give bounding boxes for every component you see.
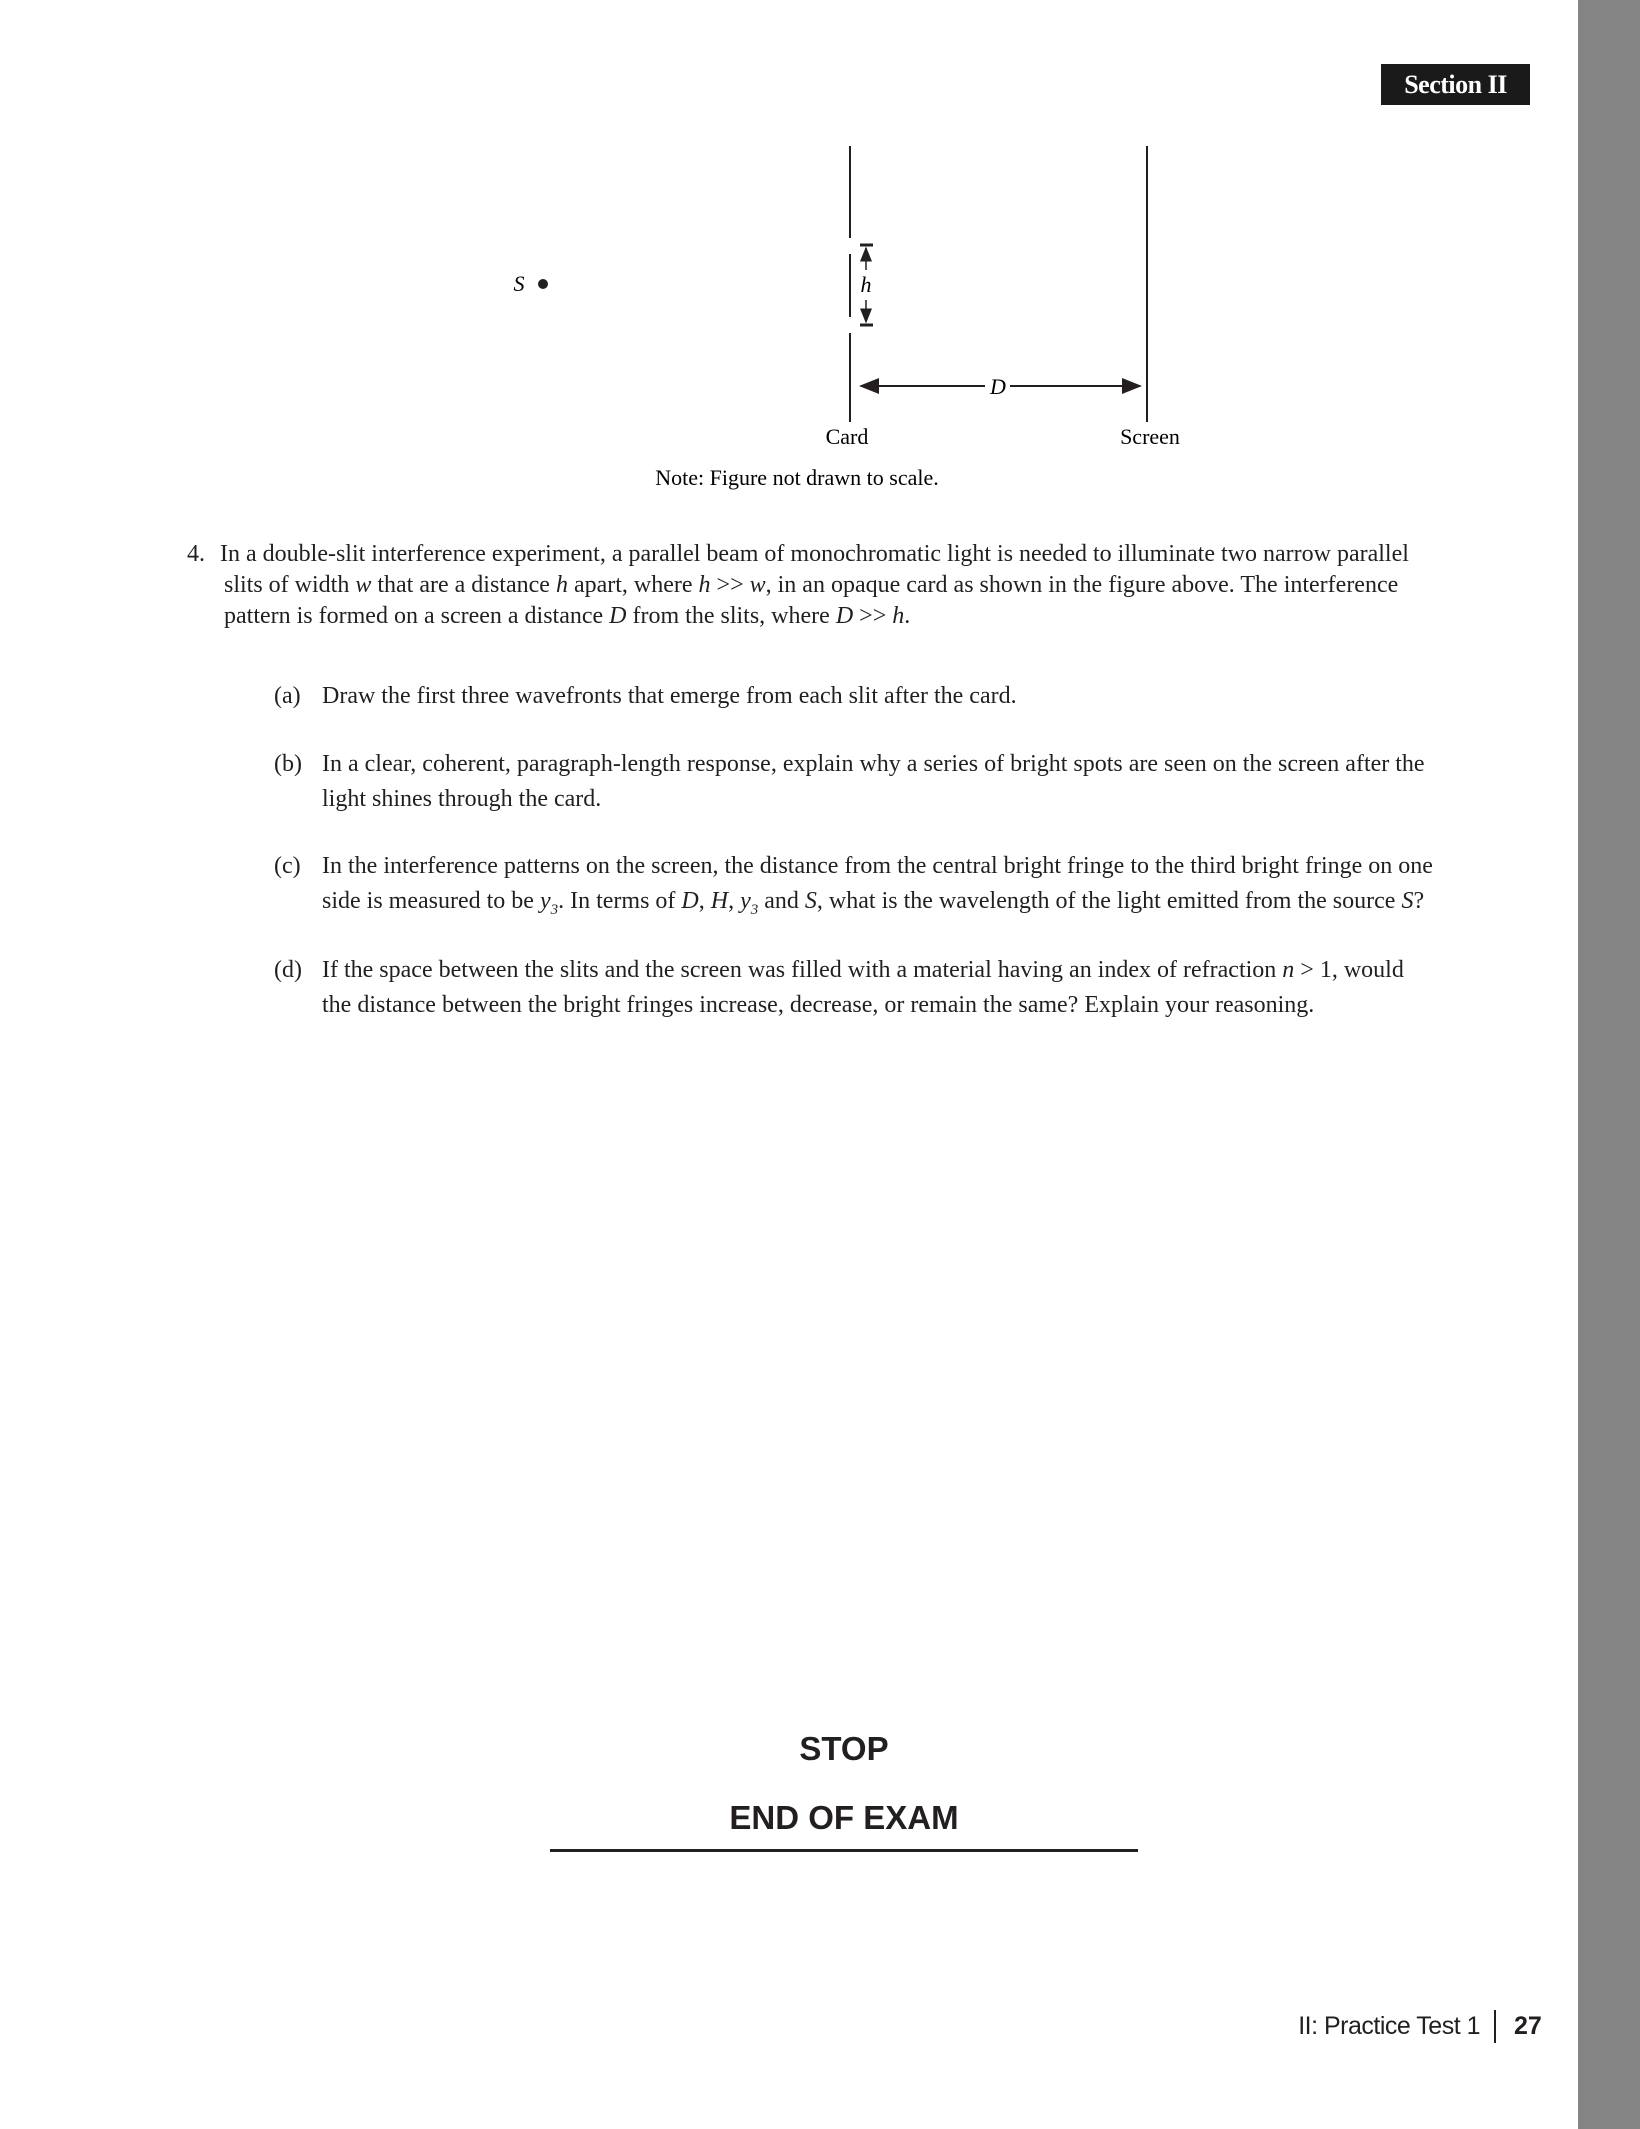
- text-segment: ,: [698, 888, 711, 914]
- text-segment: D: [835, 603, 854, 629]
- text-segment: 3: [550, 902, 559, 918]
- text-line: [322, 784, 601, 814]
- text-segment: D: [609, 603, 627, 629]
- stop-heading: STOP: [799, 1730, 889, 1767]
- text-line: [322, 990, 1314, 1020]
- text-segment: that are a distance: [371, 572, 556, 598]
- text-segment: and: [758, 888, 805, 914]
- part-label: (c): [274, 853, 301, 879]
- text-segment: If the space between the slits and the screen was filled with a material having an index of refraction: [322, 957, 1283, 983]
- text-line: [322, 749, 1425, 779]
- text-segment: >>: [853, 603, 893, 629]
- part-label: (a): [274, 683, 301, 709]
- slit-spacing-label: h: [860, 272, 872, 297]
- text-segment: side is measured to be: [322, 888, 540, 914]
- text-line: [220, 539, 1409, 569]
- text-segment: apart, where: [567, 572, 699, 598]
- text-segment: y: [539, 888, 551, 914]
- text-segment: ?: [1413, 888, 1425, 914]
- text-segment: > 1, would: [1294, 957, 1404, 983]
- part-label: (b): [274, 751, 302, 777]
- text-segment: H: [710, 888, 729, 914]
- screen-label: Screen: [1120, 424, 1180, 449]
- text-segment: from the slits, where: [626, 603, 836, 629]
- question-number: 4.: [187, 541, 205, 567]
- card-label: Card: [825, 424, 869, 449]
- text-segment: 3: [750, 902, 759, 918]
- text-segment: .: [904, 603, 911, 629]
- text-line: [322, 886, 1424, 925]
- end-of-exam-heading: END OF EXAM: [729, 1799, 959, 1836]
- source-dot: [538, 279, 548, 289]
- text-segment: h: [698, 572, 711, 598]
- footer-section-text: II: Practice Test 1: [1298, 2012, 1480, 2040]
- text-segment: ,: [728, 888, 741, 914]
- text-segment: In a double-slit interference experiment, a parallel beam of monochromatic light is needed to illuminate two narrow parallel: [220, 541, 1409, 567]
- text-segment: , in an opaque card as shown in the figure above. The interference: [765, 572, 1399, 598]
- distance-label: D: [990, 374, 1006, 399]
- text-line: [322, 955, 1404, 985]
- text-segment: . In terms of: [558, 888, 682, 914]
- text-segment: pattern is formed on a screen a distance: [224, 603, 610, 629]
- text-line: [224, 601, 910, 631]
- text-segment: slits of width: [224, 572, 356, 598]
- text-line: [322, 681, 1017, 711]
- double-slit-figure: [0, 0, 1640, 520]
- text-segment: light shines through the card.: [322, 786, 602, 812]
- text-segment: w: [355, 572, 372, 598]
- end-rule: [550, 1849, 1138, 1852]
- section-badge: Section II: [1381, 64, 1530, 105]
- text-segment: h: [892, 603, 905, 629]
- footer-divider: [1494, 2010, 1496, 2043]
- text-segment: the distance between the bright fringes increase, decrease, or remain the same? Explain your reasoning.: [322, 992, 1315, 1018]
- page-number: 27: [1514, 2012, 1542, 2040]
- text-segment: >>: [710, 572, 750, 598]
- figure-note: Note: Figure not drawn to scale.: [655, 465, 939, 490]
- text-segment: In a clear, coherent, paragraph-length response, explain why a series of bright spots are seen on the screen after the: [322, 751, 1425, 777]
- text-segment: S: [804, 888, 817, 914]
- text-segment: n: [1282, 957, 1295, 983]
- text-segment: Draw the first three wavefronts that emerge from each slit after the card.: [322, 683, 1017, 709]
- part-label: (d): [274, 957, 302, 983]
- text-segment: y: [740, 888, 751, 914]
- text-segment: , what is the wavelength of the light emitted from the source: [816, 888, 1402, 914]
- text-segment: D: [681, 888, 699, 914]
- text-segment: In the interference patterns on the screen, the distance from the central bright fringe to the third bright fringe on one: [322, 853, 1433, 879]
- text-segment: w: [749, 572, 766, 598]
- text-line: [224, 570, 1398, 600]
- text-segment: S: [1401, 888, 1414, 914]
- source-label: S: [513, 271, 525, 296]
- text-line: [322, 851, 1433, 881]
- text-segment: h: [555, 572, 568, 598]
